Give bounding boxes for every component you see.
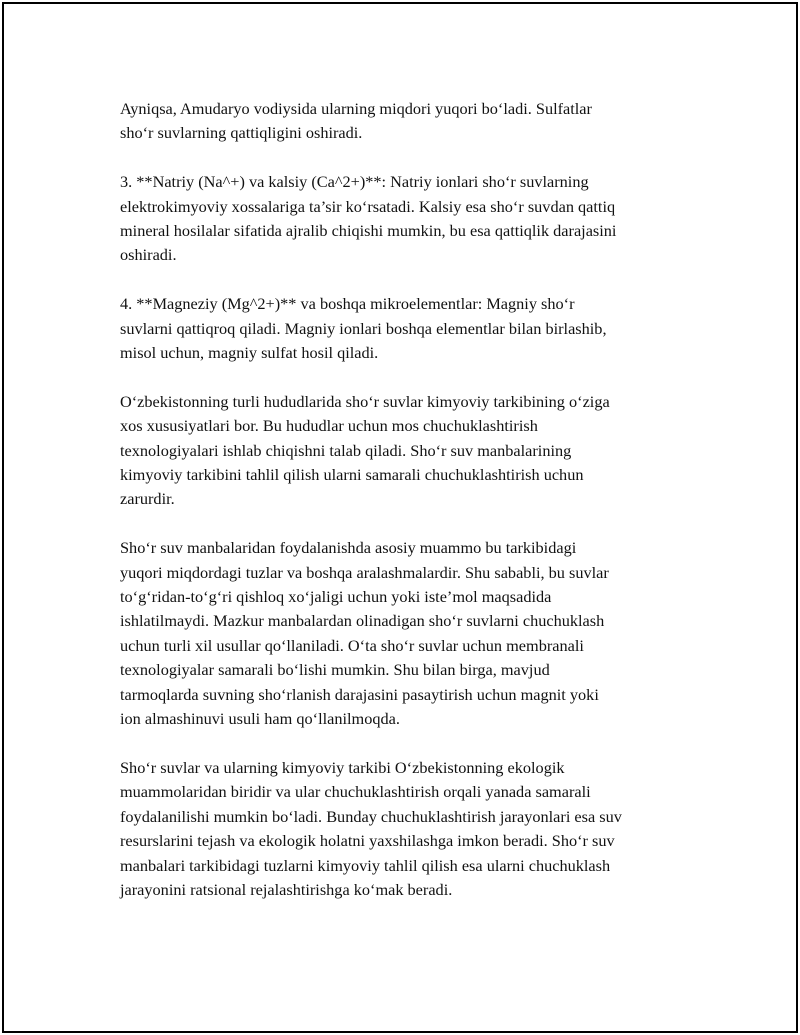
page-frame	[2, 2, 798, 1033]
paragraph-magnesium: 4. **Magneziy (Mg^2+)** va boshqa mikroelementlar: Magniy sho‘r suvlarni qattiqroq qiladi. Magniy ionlari boshqa elementlar bilan birlashib, misol uchun, magniy sulfat hosil qiladi.	[120, 294, 607, 363]
paragraph-usage-problems: Sho‘r suv manbalaridan foydalanishda asosiy muammo bu tarkibidagi yuqori miqdordagi tuzlar va boshqa aralashmalardir. Shu sababli, bu suvlar to‘g‘ridan-to‘g‘ri qishloq xo‘jaligi uchun yoki iste’mol maqsadida ishlatilmaydi. Mazkur manbalardan olinadigan sho‘r suvlarni chuchuklash uchun turli xil usullar qo‘llaniladi. O‘ta sho‘r suvlar uchun membranali texnologiyalar samarali bo‘lishi mumkin. Shu bilan birga, mavjud tarmoqlarda suvning sho‘rlanish darajasini pasaytirish uchun magnit yoki ion almashinuvi usuli ham qo‘llanilmoqda.	[120, 538, 609, 729]
paragraph-sodium-calcium: 3. **Natriy (Na^+) va kalsiy (Ca^2+)**: Natriy ionlari sho‘r suvlarning elektrokimyoviy xossalariga ta’sir ko‘rsatadi. Kalsiy esa sho‘r suvdan qattiq mineral hosilalar sifatida ajralib chiqishi mumkin, bu esa qattiqlik darajasini oshiradi.	[120, 172, 617, 265]
paragraph-sulfates: Ayniqsa, Amudaryo vodiysida ularning miqdori yuqori bo‘ladi. Sulfatlar sho‘r suvlarning qattiqligini oshiradi.	[120, 99, 592, 143]
document-body	[120, 97, 700, 902]
paragraph-regional-features: O‘zbekistonning turli hududlarida sho‘r suvlar kimyoviy tarkibining o‘ziga xos xususiyatlari bor. Bu hududlar uchun mos chuchuklashtirish texnologiyalari ishlab chiqishni talab qiladi. Sho‘r suv manbalarining kimyoviy tarkibini tahlil qilish ularni samarali chuchuklashtirish uchun zarurdir.	[120, 391, 610, 509]
paragraph-conclusion: Sho‘r suvlar va ularning kimyoviy tarkibi O‘zbekistonning ekologik muammolaridan biridir va ular chuchuklashtirish orqali yanada samarali foydalanilishi mumkin bo‘ladi. Bunday chuchuklashtirish jarayonlari esa suv resurslarini tejash va ekologik holatni yaxshilashga imkon beradi. Sho‘r suv manbalari tarkibidagi tuzlarni kimyoviy tahlil qilish esa ularni chuchuklash jarayonini ratsional rejalashtirishga ko‘mak beradi.	[120, 757, 622, 899]
